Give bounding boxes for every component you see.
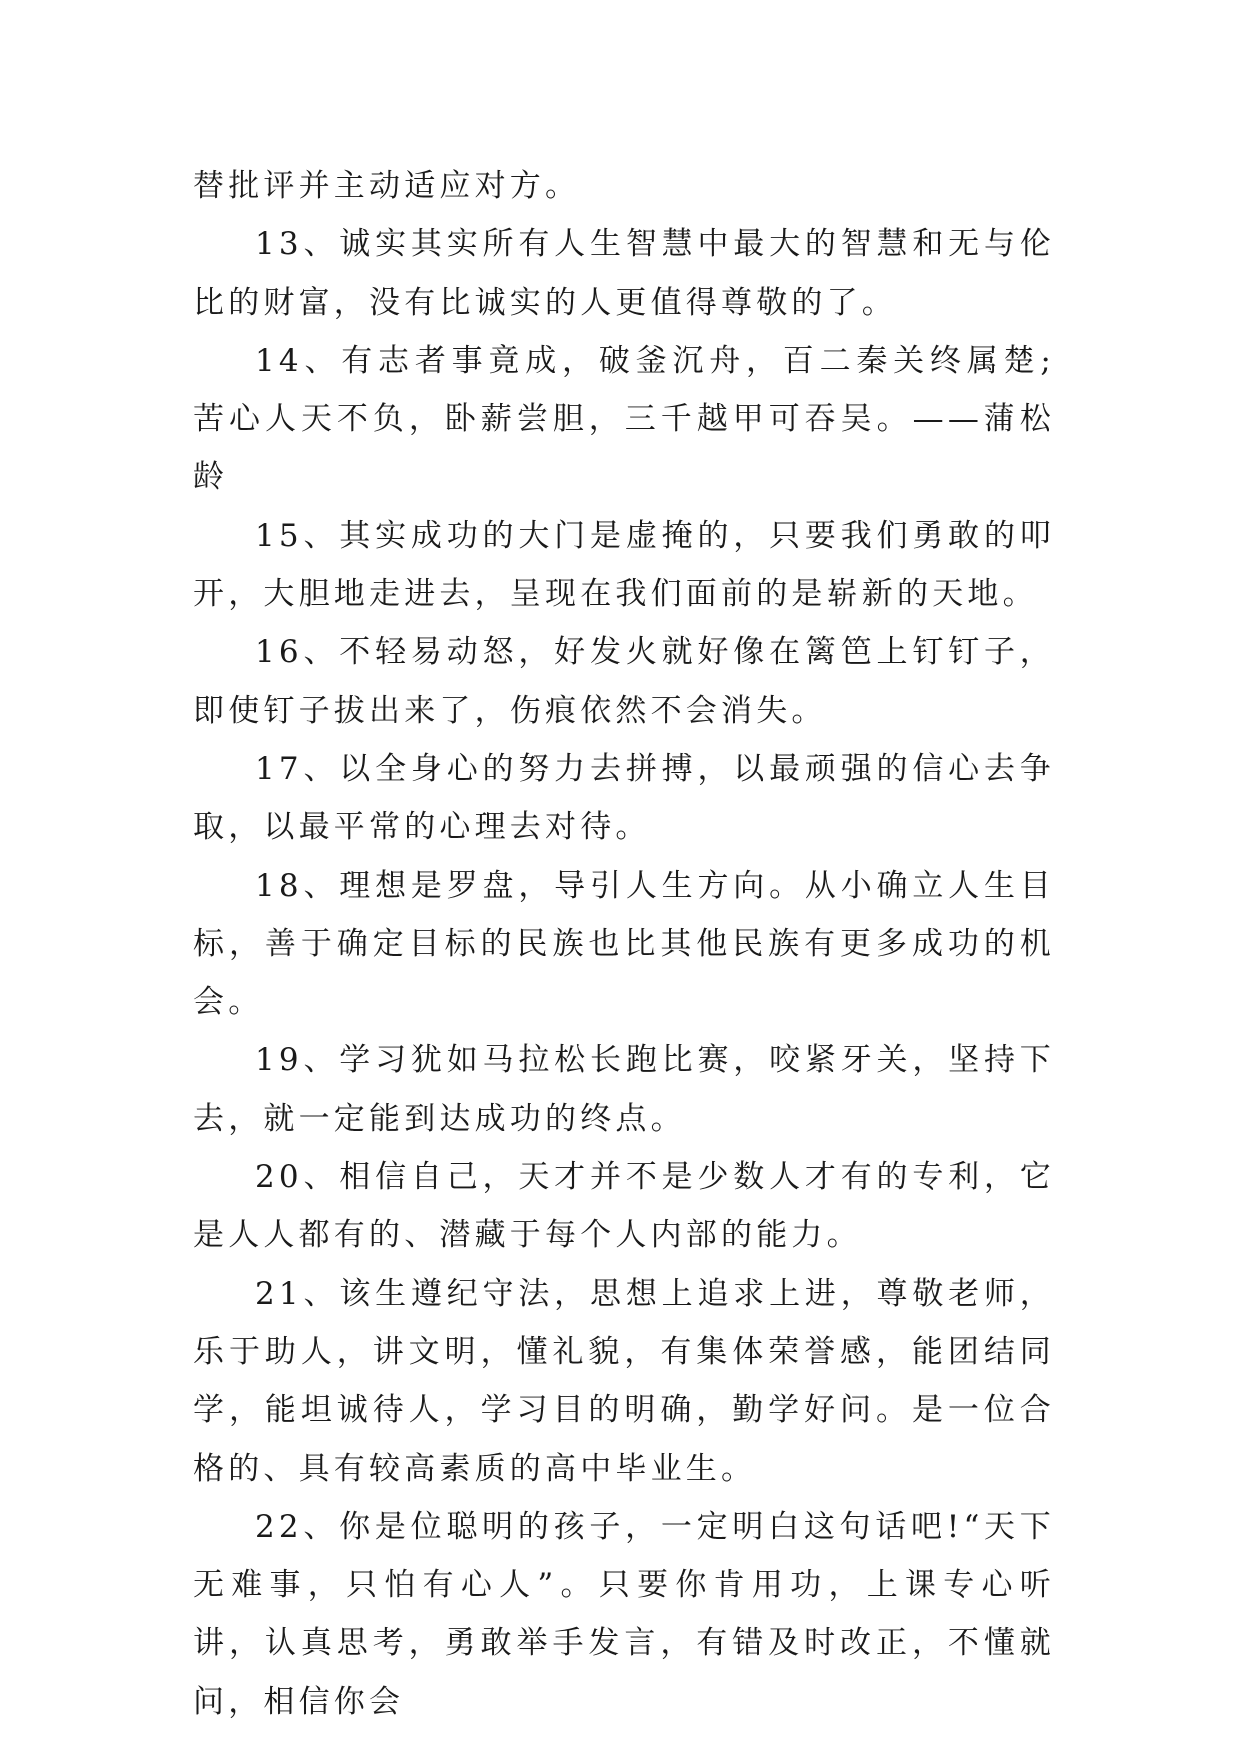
paragraph-16: 16、不轻易动怒，好发火就好像在篱笆上钉钉子，即使钉子拔出来了，伤痕依然不会消失。 (193, 634, 1055, 729)
paragraph-15: 15、其实成功的大门是虚掩的，只要我们勇敢的叩开，大胆地走进去，呈现在我们面前的是崭新的天地。 (193, 517, 1055, 613)
paragraph-22: 22、你是位聪明的孩子，一定明白这句话吧!“天下无难事，只怕有心人”。只要你肯用功，上课专心听讲，认真思考，勇敢举手发言，有错及时改正，不懂就问，相信你会 (193, 1508, 1055, 1720)
paragraph-17: 17、以全身心的努力去拼搏，以最顽强的信心去争取，以最平常的心理去对待。 (193, 750, 1055, 846)
paragraph-14: 14、有志者事竟成，破釜沉舟，百二秦关终属楚;苦心人天不负，卧薪尝胆，三千越甲可吞吴。——蒲松龄 (193, 342, 1055, 496)
paragraph-13: 13、诚实其实所有人生智慧中最大的智慧和无与伦比的财富，没有比诚实的人更值得尊敬的了。 (193, 226, 1055, 321)
paragraph-19: 19、学习犹如马拉松长跑比赛，咬紧牙关，坚持下去，就一定能到达成功的终点。 (193, 1042, 1055, 1137)
paragraph-continuation: 替批评并主动适应对方。 (193, 168, 581, 204)
document-body (193, 157, 1055, 1731)
paragraph-21: 21、该生遵纪守法，思想上追求上进，尊敬老师，乐于助人，讲文明，懂礼貌，有集体荣誉感，能团结同学，能坦诚待人，学习目的明确，勤学好问。是一位合格的、具有较高素质的高中毕业生。 (193, 1275, 1055, 1487)
paragraph-18: 18、理想是罗盘，导引人生方向。从小确立人生目标，善于确定目标的民族也比其他民族有更多成功的机会。 (193, 867, 1055, 1021)
paragraph-20: 20、相信自己，天才并不是少数人才有的专利，它是人人都有的、潜藏于每个人内部的能力。 (193, 1159, 1055, 1254)
